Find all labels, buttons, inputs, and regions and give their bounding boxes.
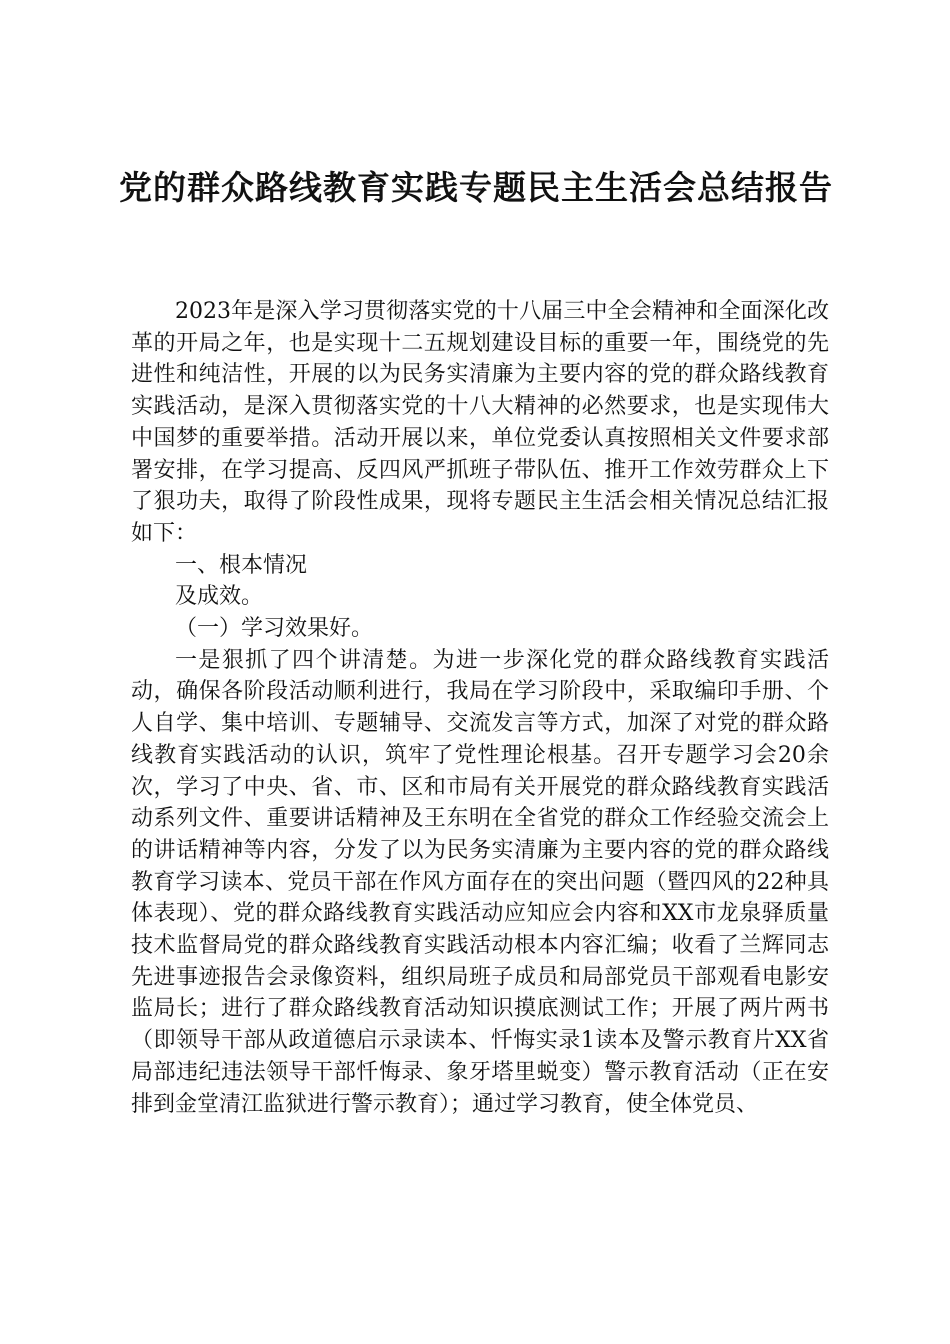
section-heading-continuation: 及成效。 [175, 584, 264, 610]
section-heading-basic-situation: 一、根本情况 [175, 552, 308, 578]
document-body [131, 296, 829, 1120]
paragraph-learning-detail: 一是狠抓了四个讲清楚。为进一步深化党的群众路线教育实践活动，确保各阶段活动顺利进行，我局在学习阶段中，采取编印手册、个人自学、集中培训、专题辅导、交流发言等方式，加深了对党的群众路线教育实践活动的认识，筑牢了党性理论根基。召开专题学习会20余次，学习了中央、省、市、区和市局有关开展党的群众路线教育实践活动系列文件、重要讲话精神及王东明在全省党的群众工作经验交流会上的讲话精神等内容，分发了以为民务实清廉为主要内容的党的群众路线教育学习读本、党员干部在作风方面存在的突出问题（暨四风的22种具体表现）、党的群众路线教育实践活动应知应会内容和XX市龙泉驿质量技术监督局党的群众路线教育实践活动根本内容汇编；收看了兰辉同志先进事迹报告会录像资料，组织局班子成员和局部党员干部观看电影安监局长；进行了群众路线教育活动知识摸底测试工作；开展了两片两书（即领导干部从政道德启示录读本、忏悔实录1读本及警示教育片XX省局部违纪违法领导干部忏悔录、象牙塔里蜕变）警示教育活动（正在安排到金堂清江监狱进行警示教育）；通过学习教育，使全体党员、 [131, 647, 829, 1117]
subsection-heading-learning: （一）学习效果好。 [175, 616, 374, 642]
document-title: 党的群众路线教育实践专题民主生活会总结报告 [119, 168, 833, 207]
paragraph-intro: 2023年是深入学习贯彻落实党的十八届三中全会精神和全面深化改革的开局之年，也是实现十二五规划建设目标的重要一年，围绕党的先进性和纯洁性，开展的以为民务实清廉为主要内容的党的群众路线教育实践活动，是深入贯彻落实党的十八大精神的必然要求，也是实现伟大中国梦的重要举措。活动开展以来，单位党委认真按照相关文件要求部署安排，在学习提高、反四风严抓班子带队伍、推开工作效劳群众上下了狠功夫，取得了阶段性成果，现将专题民主生活会相关情况总结汇报如下： [131, 299, 829, 546]
